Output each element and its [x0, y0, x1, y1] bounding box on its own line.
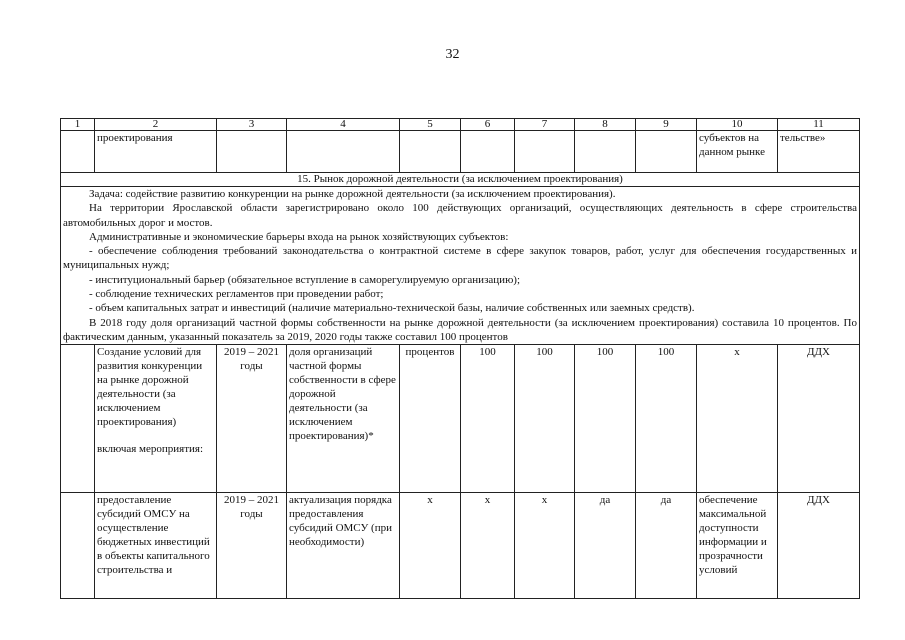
cell-text: проектирования [95, 131, 217, 173]
period: 2019 – 2021 годы [217, 345, 287, 493]
unit: процентов [400, 345, 461, 493]
value: х [697, 345, 778, 493]
value: 100 [575, 345, 636, 493]
cell-text: субъектов на данном рынке [697, 131, 778, 173]
paragraph: - соблюдение технических регламентов при проведении работ; [89, 288, 384, 301]
col-num: 1 [61, 119, 95, 131]
value: обеспечение максимальной доступности информации и прозрачности условий [697, 493, 778, 599]
responsible: ДДХ [778, 493, 860, 599]
col-num: 9 [636, 119, 697, 131]
indicator: актуализация порядка предоставления субсидий ОМСУ (при необходимости) [287, 493, 400, 599]
table-row [61, 345, 860, 493]
col-num: 8 [575, 119, 636, 131]
value: х [515, 493, 575, 599]
section-title-row [61, 173, 860, 187]
table-row [61, 493, 860, 599]
responsible: ДДХ [778, 345, 860, 493]
period: 2019 – 2021 годы [217, 493, 287, 599]
value: х [461, 493, 515, 599]
value: 100 [636, 345, 697, 493]
paragraph: - объем капитальных затрат и инвестиций (наличие материально-технической базы, наличие собственных или заемных средств). [89, 302, 695, 315]
continued-row [61, 131, 860, 173]
unit: х [400, 493, 461, 599]
col-num: 4 [287, 119, 400, 131]
value: 100 [515, 345, 575, 493]
paragraph: Административные и экономические барьеры входа на рынок хозяйствующих субъектов: [89, 230, 509, 243]
col-num: 7 [515, 119, 575, 131]
column-number-row [61, 119, 860, 131]
paragraph: На территории Ярославской области зарегистрировано около 100 действующих организаций, осуществляющих деятельность в сфере строительства автомобильных дорог и мостов. [63, 202, 857, 229]
value: 100 [461, 345, 515, 493]
value: да [636, 493, 697, 599]
description-row [61, 187, 860, 345]
section-title: 15. Рынок дорожной деятельности (за исключением проектирования) [61, 173, 860, 187]
col-num: 3 [217, 119, 287, 131]
measures-table [60, 118, 860, 599]
value: да [575, 493, 636, 599]
measure-name: Создание условий для развития конкуренции на рынке дорожной деятельности (за исключением проектирования) [97, 346, 203, 429]
paragraph: Задача: содействие развитию конкуренции на рынке дорожной деятельности (за исключением проектирования). [89, 188, 616, 200]
paragraph: - обеспечение соблюдения требований законодательства о контрактной системе в сфере закупок товаров, работ, услуг для обеспечения государственных и муниципальных нужд; [63, 245, 857, 272]
measure-name-suffix: включая мероприятия: [97, 443, 204, 456]
col-num: 2 [95, 119, 217, 131]
page-number: 32 [445, 47, 460, 62]
paragraph: - институциональный барьер (обязательное вступление в саморегулируемую организацию); [89, 273, 521, 286]
measure-name: предоставление субсидий ОМСУ на осуществление бюджетных инвестиций в объекты капитального строительства и [95, 493, 217, 599]
col-num: 5 [400, 119, 461, 131]
indicator: доля организаций частной формы собственности в сфере дорожной деятельности (за исключением проектирования)* [287, 345, 400, 493]
col-num: 10 [697, 119, 778, 131]
col-num: 11 [778, 119, 860, 131]
col-num: 6 [461, 119, 515, 131]
cell-text: тельстве» [778, 131, 860, 173]
paragraph: В 2018 году доля организаций частной формы собственности на рынке дорожной деятельности (за исключением проектирования) составила 10 процентов. По фактическим данным, указанный показатель за 2019, 2020 годы также составил 100 процентов [63, 316, 857, 343]
